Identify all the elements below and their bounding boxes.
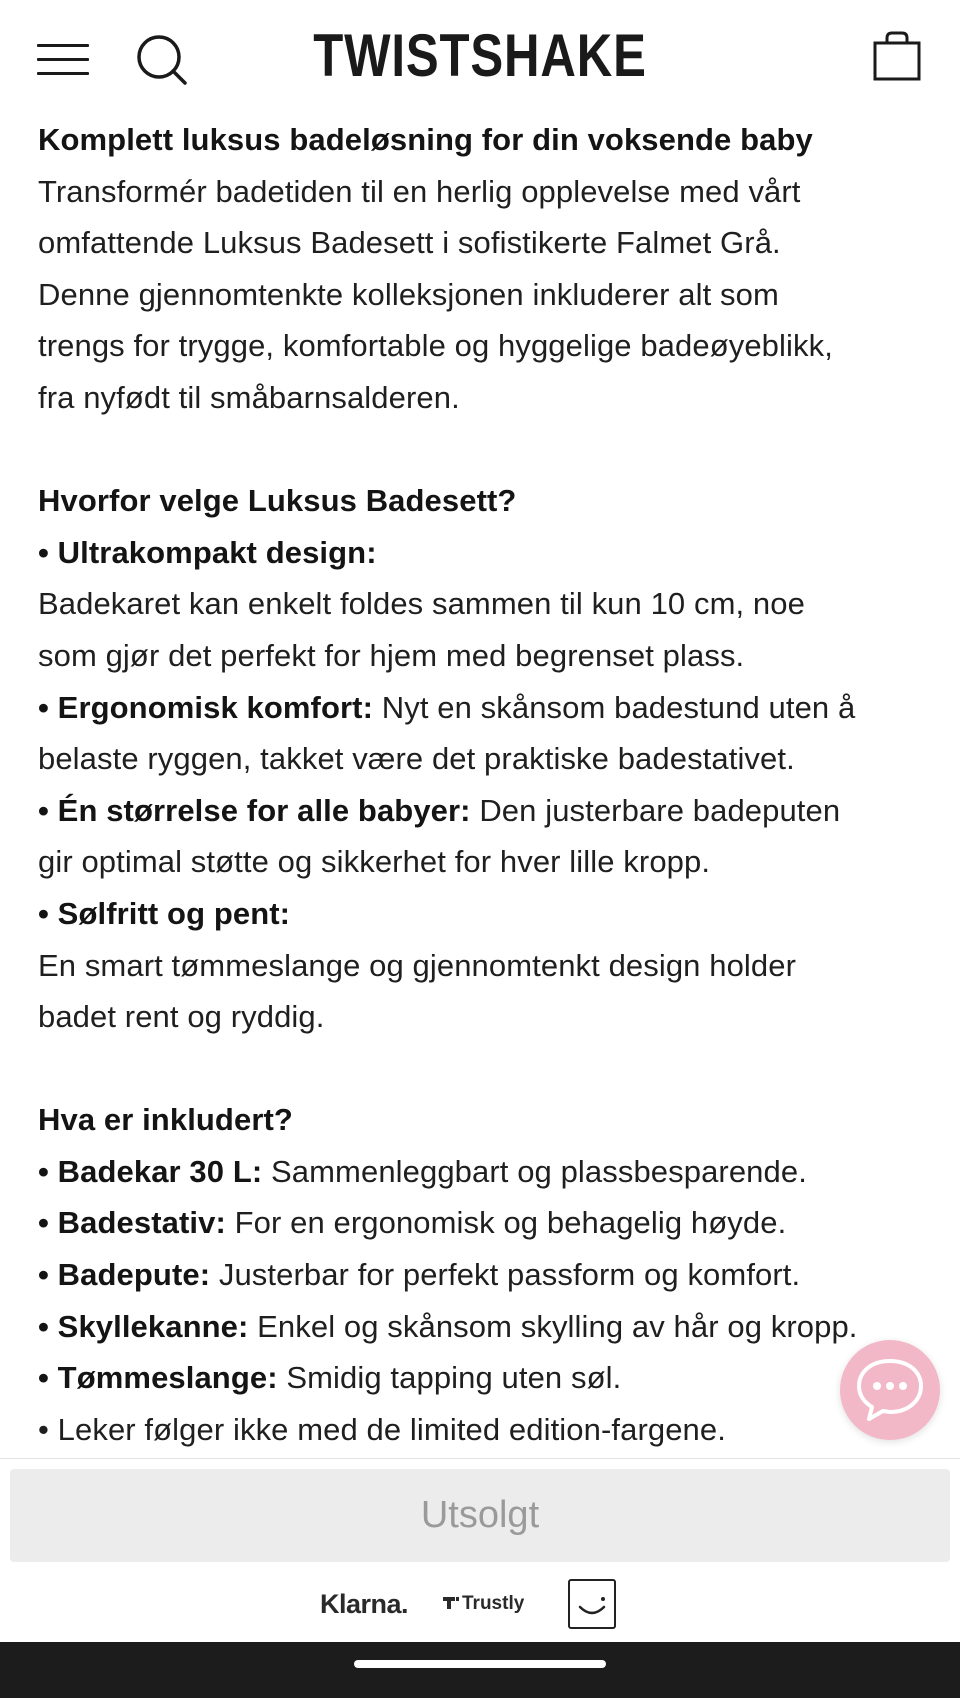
included-note: • Leker følger ikke med de limited edition-fargene. <box>38 1411 726 1447</box>
why-item: • Ergonomisk komfort: Nyt en skånsom badestund uten å <box>38 689 856 725</box>
why-item-title: • Ultrakompakt design: <box>38 534 377 570</box>
smile-logo-icon <box>568 1579 616 1629</box>
intro-line: Denne gjennomtenkte kolleksjonen inkluderer alt som <box>38 276 779 312</box>
payment-methods <box>0 1577 960 1637</box>
included-item: • Badepute: Justerbar for perfekt passform og komfort. <box>38 1257 801 1293</box>
trustly-mark-icon <box>442 1596 460 1610</box>
intro-line: Transformér badetiden til en herlig opplevelse med vårt <box>38 173 801 209</box>
intro-line: omfattende Luksus Badesett i sofistikerte Falmet Grå. <box>38 225 781 261</box>
why-item: • Én størrelse for alle babyer: Den justerbare badeputen <box>38 792 841 828</box>
klarna-logo: Klarna. <box>320 1589 409 1619</box>
home-indicator[interactable] <box>354 1660 606 1668</box>
chat-button[interactable] <box>840 1340 940 1440</box>
included-item: • Skyllekanne: Enkel og skånsom skylling av hår og kropp. <box>38 1308 858 1344</box>
why-heading: Hvorfor velge Luksus Badesett? <box>38 483 517 519</box>
intro-line: fra nyfødt til småbarnsalderen. <box>38 379 460 415</box>
site-header <box>0 0 960 116</box>
why-item-text: En smart tømmeslange og gjennomtenkt design holder <box>38 947 797 983</box>
why-item-text: Badekaret kan enkelt foldes sammen til kun 10 cm, noe <box>38 586 805 622</box>
why-item-text: badet rent og ryddig. <box>38 999 325 1035</box>
why-item-text: som gjør det perfekt for hjem med begrenset plass. <box>38 637 745 673</box>
why-item-text: belaste ryggen, takket være det praktiske badestativet. <box>38 741 795 777</box>
purchase-bar <box>0 1458 960 1642</box>
included-item: • Tømmeslange: Smidig tapping uten søl. <box>38 1360 622 1396</box>
product-description <box>38 114 938 1455</box>
hamburger-menu-icon[interactable] <box>37 44 89 76</box>
why-item-text: gir optimal støtte og sikkerhet for hver lille kropp. <box>38 844 711 880</box>
system-home-area <box>0 1642 960 1698</box>
intro-line: trengs for trygge, komfortable og hyggelige badeøyeblikk, <box>38 328 833 364</box>
shopping-bag-icon[interactable] <box>872 30 922 82</box>
description-heading: Komplett luksus badeløsning for din voksende baby <box>38 122 813 157</box>
why-item-title: • Sølfritt og pent: <box>38 895 291 931</box>
trustly-logo: Trustly <box>442 1593 524 1615</box>
chat-bubble-icon <box>853 1355 927 1425</box>
included-item: • Badestativ: For en ergonomisk og behagelig høyde. <box>38 1205 787 1241</box>
sold-out-button[interactable]: Utsolgt <box>10 1469 950 1562</box>
included-heading: Hva er inkludert? <box>38 1102 293 1138</box>
brand-logo[interactable]: TWISTSHAKE <box>313 22 647 89</box>
included-item: • Badekar 30 L: Sammenleggbart og plassbesparende. <box>38 1153 807 1189</box>
